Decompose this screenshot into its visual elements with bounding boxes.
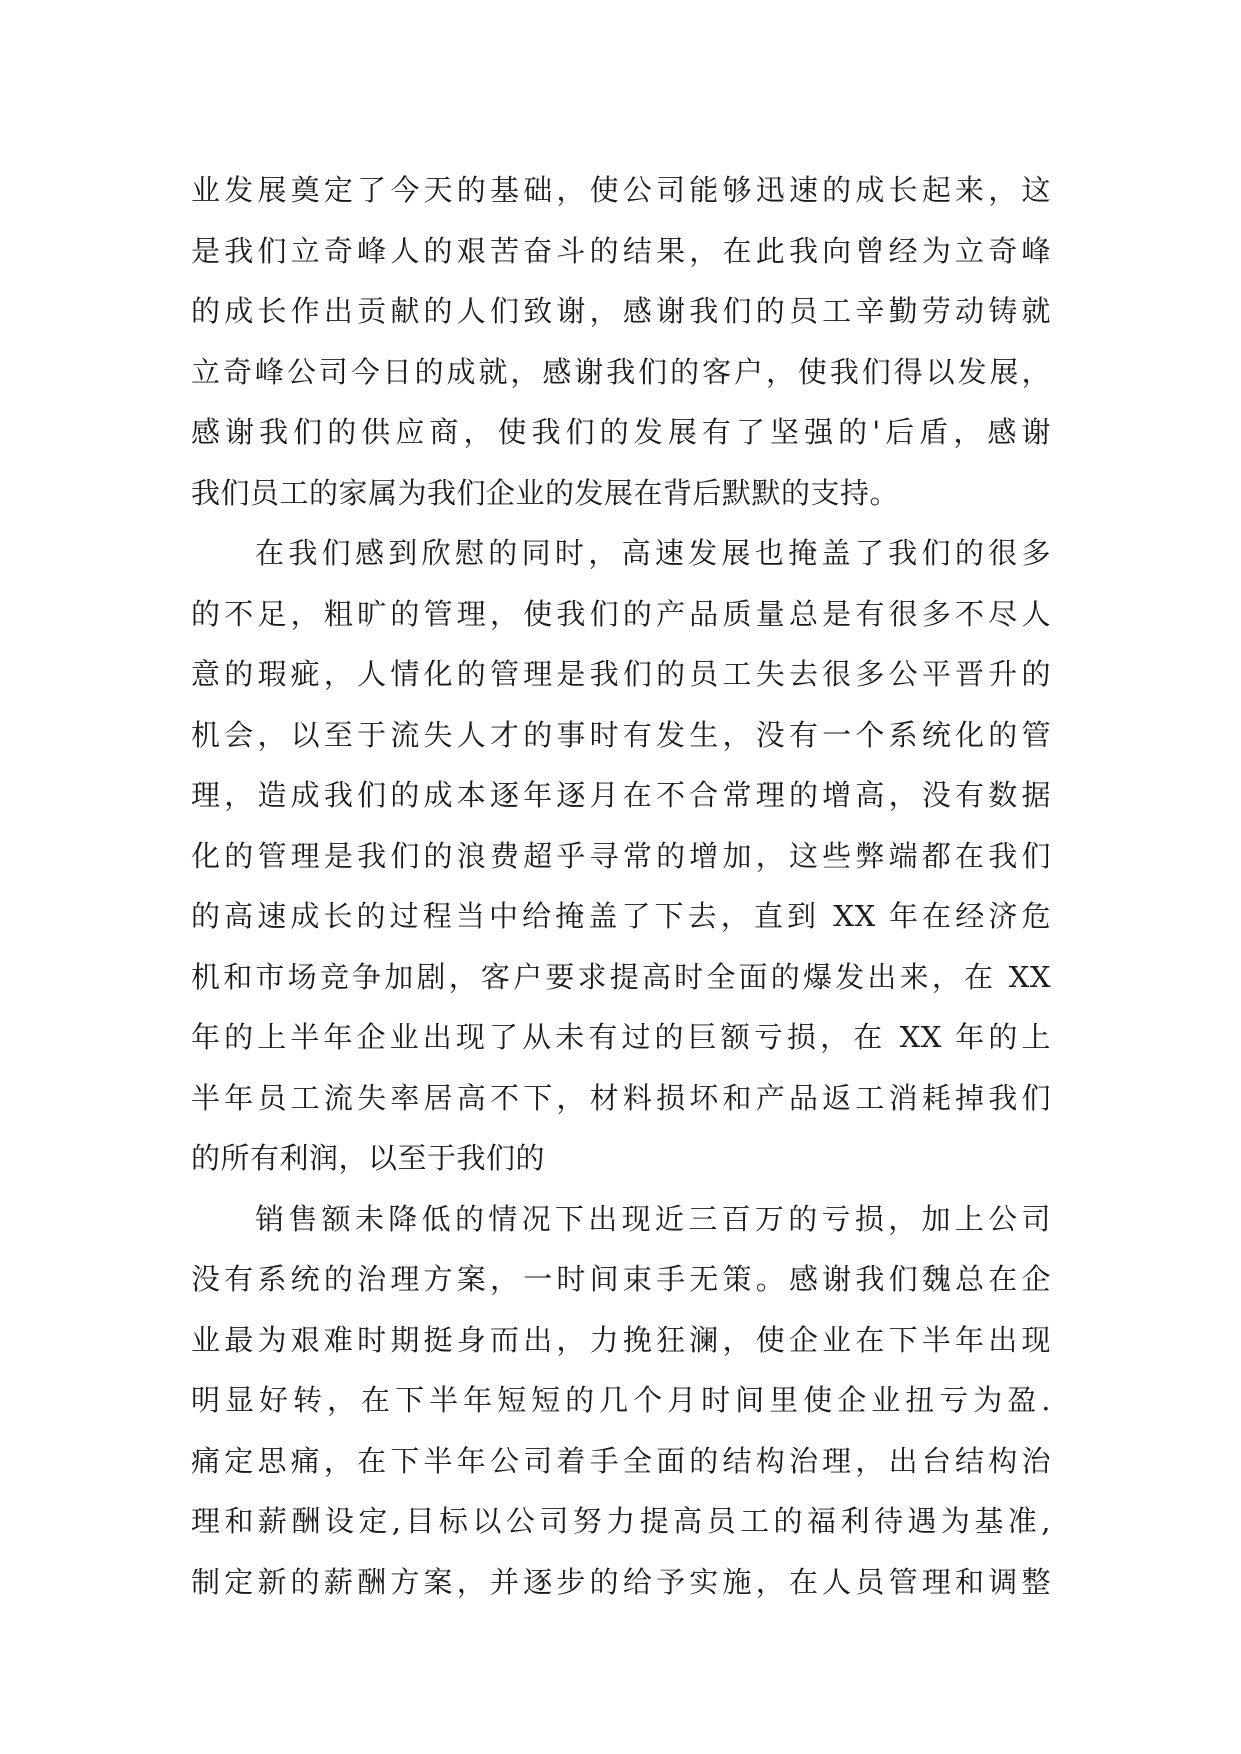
- text-line: 的成长作出贡献的人们致谢，感谢我们的员工辛勤劳动铸就: [191, 294, 1051, 328]
- text-line: 业最为艰难时期挺身而出，力挽狂澜，使企业在下半年出现: [191, 1322, 1051, 1357]
- paragraph-2: [191, 523, 1051, 1189]
- text-line: 销售额未降低的情况下出现近三百万的亏损，加上公司: [255, 1201, 1051, 1236]
- paragraph-1: [191, 160, 1051, 523]
- text-line: 在我们感到欣慰的同时，高速发展也掩盖了我们的很多: [255, 536, 1051, 570]
- text-line: 机和市场竞争加剧，客户要求提高时全面的爆发出来，在 XX: [191, 959, 1051, 994]
- text-line: 业发展奠定了今天的基础，使公司能够迅速的成长起来，这: [191, 173, 1051, 207]
- text-line: 理，造成我们的成本逐年逐月在不合常理的增高，没有数据: [191, 778, 1051, 812]
- text-line: 理和薪酬设定,目标以公司努力提高员工的福利待遇为基准,: [191, 1504, 1051, 1538]
- document-body: [191, 160, 1051, 1612]
- text-line: 意的瑕疵，人情化的管理是我们的员工失去很多公平晋升的: [191, 657, 1051, 691]
- text-line: 化的管理是我们的浪费超乎寻常的增加，这些弊端都在我们: [191, 838, 1051, 873]
- text-line: 的所有利润，以至于我们的: [191, 1141, 546, 1175]
- text-line: 的不足，粗旷的管理，使我们的产品质量总是有很多不尽人: [191, 596, 1051, 631]
- text-line: 制定新的薪酬方案，并逐步的给予实施，在人员管理和调整: [191, 1564, 1051, 1599]
- text-line: 机会，以至于流失人才的事时有发生，没有一个系统化的管: [191, 717, 1051, 752]
- text-line: 是我们立奇峰人的艰苦奋斗的结果，在此我向曾经为立奇峰: [191, 233, 1051, 268]
- text-line: 痛定思痛，在下半年公司着手全面的结构治理，出台结构治: [191, 1443, 1051, 1478]
- text-line: 半年员工流失率居高不下，材料损坏和产品返工消耗掉我们: [191, 1080, 1051, 1115]
- paragraph-3: [191, 1189, 1051, 1613]
- text-line: 感谢我们的供应商，使我们的发展有了坚强的'后盾，感谢: [191, 415, 1051, 449]
- text-line: 立奇峰公司今日的成就，感谢我们的客户，使我们得以发展，: [191, 354, 1051, 389]
- text-line: 明显好转，在下半年短短的几个月时间里使企业扭亏为盈.: [191, 1383, 1051, 1417]
- text-line: 我们员工的家属为我们企业的发展在背后默默的支持。: [191, 475, 900, 510]
- text-line: 年的上半年企业出现了从未有过的巨额亏损，在 XX 年的上: [191, 1020, 1051, 1054]
- text-line: 的高速成长的过程当中给掩盖了下去，直到 XX 年在经济危: [191, 899, 1051, 933]
- text-line: 没有系统的治理方案，一时间束手无策。感谢我们魏总在企: [191, 1262, 1051, 1296]
